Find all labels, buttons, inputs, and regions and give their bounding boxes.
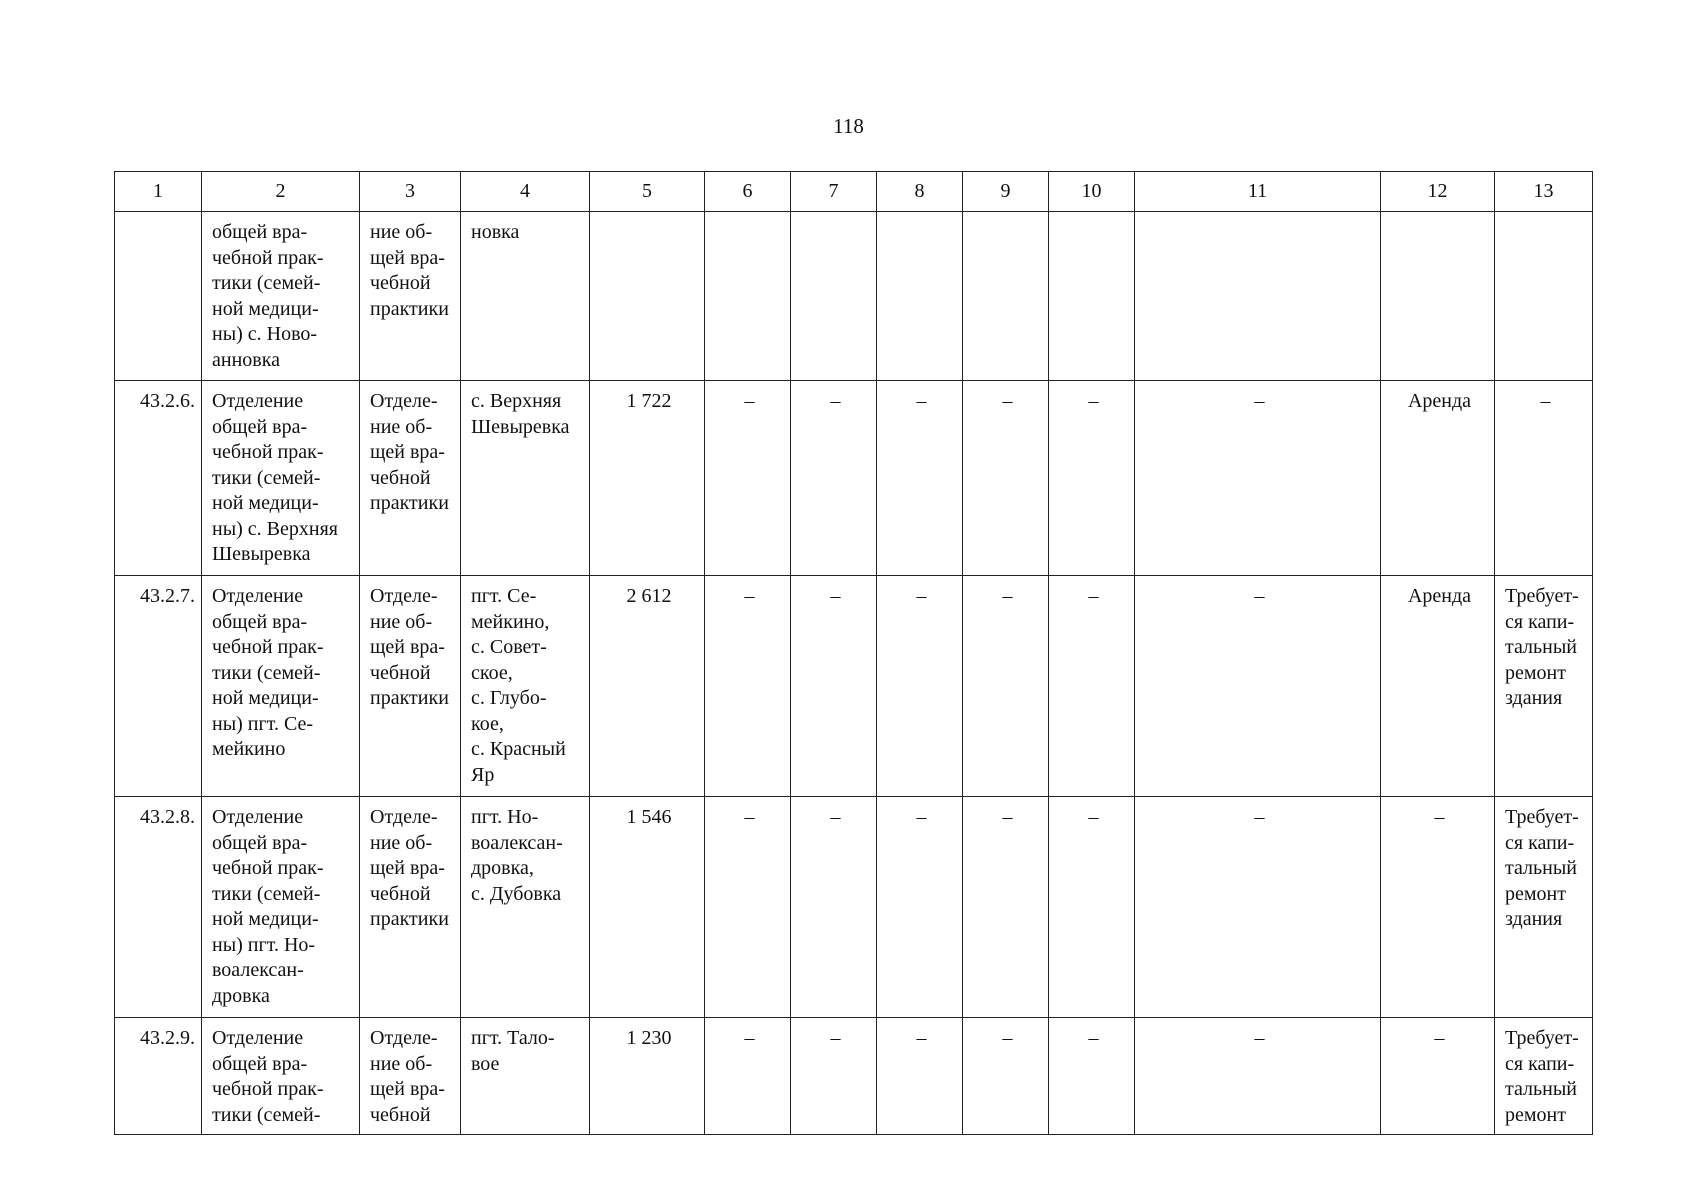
- column-header: 5: [590, 172, 705, 212]
- facility-type-cell: Отделе- ние об- щей вра- чебной практики: [360, 576, 461, 797]
- table-cell: –: [705, 381, 791, 576]
- settlements-cell: пгт. Се- мейкино, с. Совет- ское, с. Глубо- кое, с. Красный Яр: [461, 576, 590, 797]
- column-header: 6: [705, 172, 791, 212]
- table-cell: [1135, 212, 1381, 381]
- ownership-cell: –: [1381, 797, 1495, 1018]
- table-cell: –: [705, 1018, 791, 1135]
- settlements-cell: новка: [461, 212, 590, 381]
- column-header: 8: [877, 172, 963, 212]
- facility-type-cell: Отделе- ние об- щей вра- чебной практики: [360, 381, 461, 576]
- page-number: 118: [833, 114, 864, 138]
- table-cell: –: [963, 576, 1049, 797]
- notes-cell: Требует- ся капи- тальный ремонт: [1495, 1018, 1593, 1135]
- table-cell: –: [705, 576, 791, 797]
- row-number-cell: [115, 212, 202, 381]
- table-row: [115, 212, 1593, 381]
- facility-type-cell: Отделе- ние об- щей вра- чебной: [360, 1018, 461, 1135]
- table-cell: [877, 212, 963, 381]
- table-cell: –: [1049, 381, 1135, 576]
- table-cell: –: [791, 797, 877, 1018]
- data-table: [114, 171, 1593, 1135]
- table-cell: –: [705, 797, 791, 1018]
- table-cell: –: [877, 797, 963, 1018]
- table-row: [115, 576, 1593, 797]
- population-cell: 1 722: [590, 381, 705, 576]
- notes-cell: Требует- ся капи- тальный ремонт здания: [1495, 797, 1593, 1018]
- table-cell: –: [963, 381, 1049, 576]
- table-row: [115, 381, 1593, 576]
- table-cell: –: [1135, 381, 1381, 576]
- table-cell: [791, 212, 877, 381]
- notes-cell: [1495, 212, 1593, 381]
- table-cell: –: [963, 797, 1049, 1018]
- table-row: [115, 797, 1593, 1018]
- notes-cell: Требует- ся капи- тальный ремонт здания: [1495, 576, 1593, 797]
- table-cell: –: [1135, 1018, 1381, 1135]
- table-cell: –: [1049, 797, 1135, 1018]
- facility-type-cell: ние об- щей вра- чебной практики: [360, 212, 461, 381]
- column-header: 13: [1495, 172, 1593, 212]
- table-header-row: [115, 172, 1593, 212]
- ownership-cell: Аренда: [1381, 576, 1495, 797]
- table-cell: –: [1135, 576, 1381, 797]
- table-cell: –: [1049, 576, 1135, 797]
- column-header: 1: [115, 172, 202, 212]
- table-cell: –: [791, 1018, 877, 1135]
- settlements-cell: с. Верхняя Шевыревка: [461, 381, 590, 576]
- table-cell: –: [877, 576, 963, 797]
- table-cell: –: [877, 1018, 963, 1135]
- population-cell: 1 546: [590, 797, 705, 1018]
- facility-name-cell: Отделение общей вра- чебной прак- тики (семей- ной медици- ны) пгт. Но- воалексан- дровка: [202, 797, 360, 1018]
- column-header: 10: [1049, 172, 1135, 212]
- table-cell: –: [1049, 1018, 1135, 1135]
- row-number-cell: 43.2.8.: [115, 797, 202, 1018]
- facility-name-cell: Отделение общей вра- чебной прак- тики (семей- ной медици- ны) с. Верхняя Шевыревка: [202, 381, 360, 576]
- ownership-cell: Аренда: [1381, 381, 1495, 576]
- column-header: 9: [963, 172, 1049, 212]
- column-header: 2: [202, 172, 360, 212]
- column-header: 11: [1135, 172, 1381, 212]
- settlements-cell: пгт. Тало- вое: [461, 1018, 590, 1135]
- table-row: [115, 1018, 1593, 1135]
- ownership-cell: –: [1381, 1018, 1495, 1135]
- table-cell: –: [1135, 797, 1381, 1018]
- row-number-cell: 43.2.9.: [115, 1018, 202, 1135]
- settlements-cell: пгт. Но- воалексан- дровка, с. Дубовка: [461, 797, 590, 1018]
- population-cell: [590, 212, 705, 381]
- table-cell: [1049, 212, 1135, 381]
- row-number-cell: 43.2.7.: [115, 576, 202, 797]
- column-header: 4: [461, 172, 590, 212]
- table-cell: –: [877, 381, 963, 576]
- population-cell: 1 230: [590, 1018, 705, 1135]
- notes-cell: –: [1495, 381, 1593, 576]
- column-header: 12: [1381, 172, 1495, 212]
- table-cell: [705, 212, 791, 381]
- population-cell: 2 612: [590, 576, 705, 797]
- facility-name-cell: общей вра- чебной прак- тики (семей- ной медици- ны) с. Ново- анновка: [202, 212, 360, 381]
- ownership-cell: [1381, 212, 1495, 381]
- table-cell: –: [963, 1018, 1049, 1135]
- facility-name-cell: Отделение общей вра- чебной прак- тики (семей-: [202, 1018, 360, 1135]
- table-cell: –: [791, 381, 877, 576]
- facility-name-cell: Отделение общей вра- чебной прак- тики (семей- ной медици- ны) пгт. Се- мейкино: [202, 576, 360, 797]
- column-header: 7: [791, 172, 877, 212]
- table-cell: –: [791, 576, 877, 797]
- table-cell: [963, 212, 1049, 381]
- column-header: 3: [360, 172, 461, 212]
- facility-type-cell: Отделе- ние об- щей вра- чебной практики: [360, 797, 461, 1018]
- row-number-cell: 43.2.6.: [115, 381, 202, 576]
